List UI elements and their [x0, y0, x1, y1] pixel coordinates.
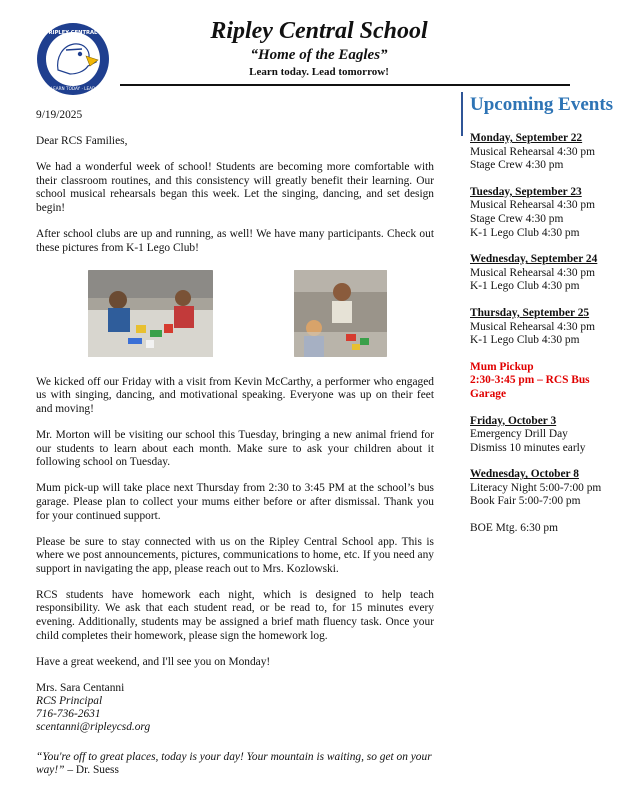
event-date: Friday, October 3 — [470, 414, 557, 427]
quote-text: “You're off to great places, today is your day! Your mountain is waiting, so get on your way!” — [36, 750, 432, 777]
svg-text:LEARN TODAY · LEAD: LEARN TODAY · LEAD — [50, 86, 96, 91]
signature-name: Mrs. Sara Centanni — [36, 681, 125, 694]
event-line: Stage Crew 4:30 pm — [470, 159, 564, 172]
event-highlight-title: Mum Pickup — [470, 360, 534, 373]
signature-block — [36, 682, 434, 735]
event-line: Emergency Drill Day — [470, 428, 568, 441]
event-date: Wednesday, October 8 — [470, 468, 579, 481]
svg-text:RIPLEY CENTRAL: RIPLEY CENTRAL — [48, 30, 98, 36]
event-line: Literacy Night 5:00-7:00 pm — [470, 481, 602, 494]
signature-phone: 716-736-2631 — [36, 708, 101, 721]
event-item — [470, 468, 615, 509]
event-line: Musical Rehearsal 4:30 pm — [470, 145, 595, 158]
event-line: Musical Rehearsal 4:30 pm — [470, 266, 595, 279]
quote-author: – Dr. Suess — [64, 764, 119, 777]
signature-email: scentanni@ripleycsd.org — [36, 721, 151, 734]
lego-club-photos — [36, 268, 434, 372]
event-item — [470, 522, 615, 536]
event-item — [470, 186, 615, 240]
event-line: Stage Crew 4:30 pm — [470, 212, 564, 225]
event-item — [470, 307, 615, 348]
letter-body — [36, 109, 434, 778]
letter-paragraph: We had a wonderful week of school! Students are becoming more comfortable with their classroom routines, and this consistency will greatly benefit their learning. Our school musical rehearsals began this week. Let the singing, dancing, and set design begin! — [36, 161, 434, 214]
event-item — [470, 253, 615, 294]
event-line: K-1 Lego Club 4:30 pm — [470, 334, 580, 347]
lego-club-photo-1 — [88, 270, 213, 357]
event-date: Thursday, September 25 — [470, 306, 590, 319]
letter-date: 9/19/2025 — [36, 109, 83, 121]
event-date: Wednesday, September 24 — [470, 253, 598, 266]
signature-title: RCS Principal — [36, 695, 103, 708]
event-item — [470, 415, 615, 456]
event-line: Musical Rehearsal 4:30 pm — [470, 199, 595, 212]
school-name: Ripley Central School — [210, 18, 428, 44]
letter-paragraph: Please be sure to stay connected with us on the Ripley Central School app. This is where we post announcements, pictures, communications to home, etc. If you need any support in navigating the app, please reach out to Mrs. Kozlowski. — [36, 535, 434, 575]
event-line: Dismiss 10 minutes early — [470, 441, 586, 454]
event-line: K-1 Lego Club 4:30 pm — [470, 280, 580, 293]
school-motto: “Home of the Eagles” — [250, 47, 388, 63]
closing-quote — [36, 751, 434, 778]
sidebar-divider — [461, 92, 463, 136]
letter-closing: Have a great weekend, and I'll see you on Monday! — [36, 655, 271, 668]
lego-club-photo-2 — [294, 270, 387, 357]
event-line: Book Fair 5:00-7:00 pm — [470, 495, 581, 508]
event-line: BOE Mtg. 6:30 pm — [470, 522, 558, 535]
letter-greeting: Dear RCS Families, — [36, 135, 128, 148]
letter-paragraph: After school clubs are up and running, as well! We have many participants. Check out these pictures from K-1 Lego Club! — [36, 228, 434, 254]
event-date: Monday, September 22 — [470, 132, 583, 144]
letter-paragraph: RCS students have homework each night, which is designed to help teach responsibility. We ask that each student read, or be read to, for 15 minutes every evening. Additionally, students may be assigned a brief math fluency task. Once your child completes their homework, please sign the homework log. — [36, 588, 434, 642]
event-date: Tuesday, September 23 — [470, 185, 582, 198]
upcoming-events-sidebar — [470, 94, 615, 549]
letter-paragraph: Mr. Morton will be visiting our school this Tuesday, bringing a new animal friend for our students to learn about each month. Make sure to ask your children about it following school on Tuesday. — [36, 429, 434, 469]
school-tagline: Learn today. Lead tomorrow! — [249, 66, 389, 78]
sidebar-title: Upcoming Events — [470, 94, 614, 115]
header-divider — [120, 84, 570, 86]
letter-paragraph: We kicked off our Friday with a visit from Kevin McCarthy, a performer who engaged us with singing, dancing, and motivational speaking. Everyone was up on their feet and moving! — [36, 375, 434, 415]
event-line: Musical Rehearsal 4:30 pm — [470, 320, 595, 333]
event-line: K-1 Lego Club 4:30 pm — [470, 226, 580, 239]
event-item — [470, 132, 615, 173]
event-highlight-detail: 2:30-3:45 pm – RCS Bus Garage — [470, 374, 590, 400]
letter-paragraph: Mum pick-up will take place next Thursday from 2:30 to 3:45 PM at the school’s bus garage. Please plan to collect your mums either before or after dismissal. Thank you for your continued support. — [36, 482, 434, 522]
event-item-mum-pickup — [470, 361, 615, 402]
